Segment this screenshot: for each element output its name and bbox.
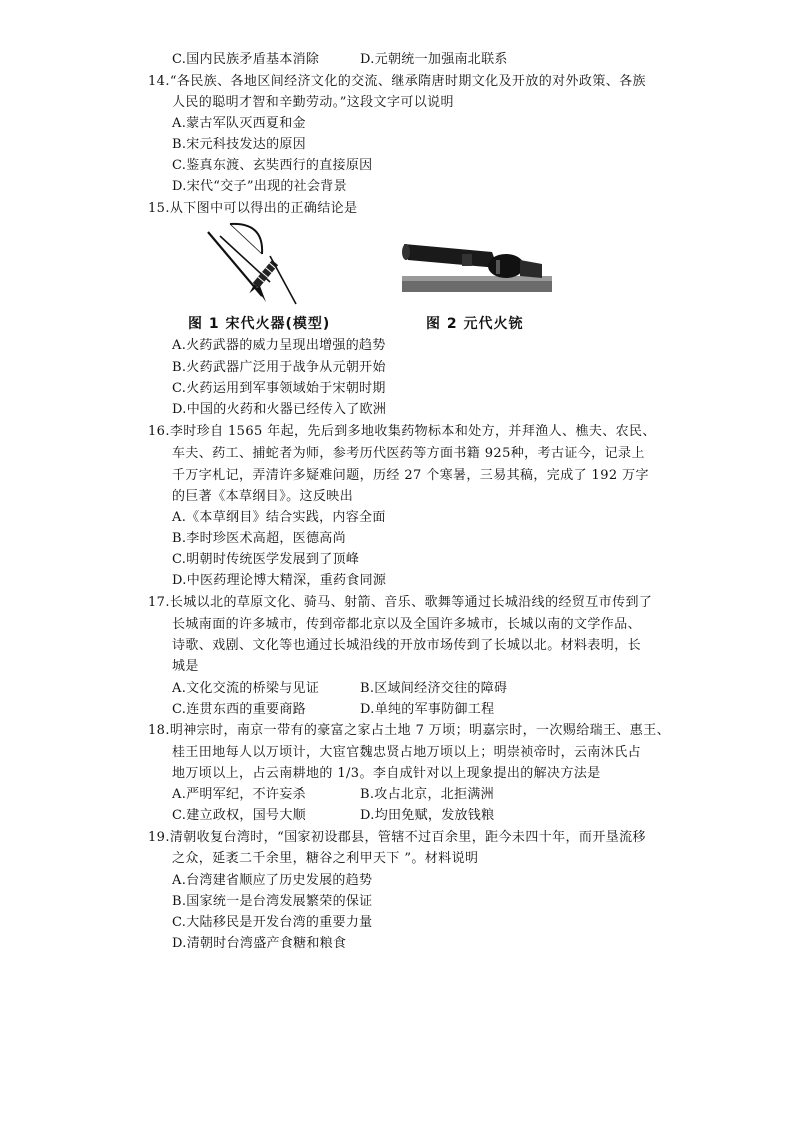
q19-stem-line-2: 之众，延袤二千余里，糖谷之利甲天下 ”。材料说明: [172, 851, 479, 866]
q16-stem-line-4: 的巨著《本草纲目》。这反映出: [172, 489, 354, 504]
yuan-hand-cannon-figure: [402, 238, 554, 300]
q16-option-d: D.中医药理论博大精深，重药食同源: [172, 573, 387, 588]
q14-option-a: A.蒙古军队灭西夏和金: [172, 116, 306, 131]
fig2-caption: 图 2 元代火铳: [426, 316, 524, 332]
q19-option-b: B.国家统一是台湾发展繁荣的保证: [172, 894, 373, 909]
q17-option-b: B.区域间经济交往的障碍: [360, 681, 508, 696]
q18-option-c: C.建立政权，国号大顺: [172, 808, 306, 823]
q16-stem-line-3: 千万字札记，弄清许多疑难问题，历经 27 个寒暑，三易其稿，完成了 192 万字: [172, 468, 649, 483]
q16-stem-line-1: 16.李时珍自 1565 年起，先后到多地收集药物标本和处方，并拜渔人、樵夫、农民、: [148, 424, 656, 439]
q17-option-d: D.单纯的军事防御工程: [360, 702, 495, 717]
q19-option-d: D.清朝时台湾盛产食糖和粮食: [172, 936, 347, 951]
q17-stem-line-2: 长城南面的许多城市，传到帝都北京以及全国许多城市，长城以南的文学作品、: [172, 617, 642, 632]
q16-stem-line-2: 车夫、药工、捕蛇者为师，参考历代医药等方面书籍 925种，考古证今，记录上: [172, 446, 645, 461]
q15-option-a: A.火药武器的威力呈现出增强的趋势: [172, 338, 386, 353]
prev-option-c: C.国内民族矛盾基本消除: [172, 52, 320, 67]
q15-option-b: B.火药武器广泛用于战争从元朝开始: [172, 360, 386, 375]
q16-option-b: B.李时珍医术高超，医德高尚: [172, 531, 346, 546]
q17-stem-line-1: 17.长城以北的草原文化、骑马、射箭、音乐、歌舞等通过长城沿线的经贸互市传到了: [148, 595, 653, 610]
q18-stem-line-2: 桂王田地每人以万顷计，大宦官魏忠贤占地万顷以上；明崇祯帝时，云南沐氏占: [172, 745, 642, 760]
q18-option-b: B.攻占北京，北拒满洲: [360, 787, 494, 802]
q18-stem-line-1: 18.明神宗时，南京一带有的豪富之家占土地 7 万顷；明嘉宗时，一次赐给瑞王、惠王、: [148, 723, 671, 738]
q17-option-a: A.文化交流的桥梁与见证: [172, 681, 320, 696]
q17-stem-line-3: 诗歌、戏剧、文化等也通过长城沿线的开放市场传到了长城以北。材料表明，长: [172, 638, 642, 653]
q15-stem: 15.从下图中可以得出的正确结论是: [148, 201, 358, 216]
q16-option-c: C.明朝时传统医学发展到了顶峰: [172, 552, 360, 567]
q17-option-c: C.连贯东西的重要商路: [172, 702, 306, 717]
q15-option-d: D.中国的火药和火器已经传入了欧洲: [172, 402, 387, 417]
q14-stem-line-1: 14.“各民族、各地区间经济文化的交流、继承隋唐时期文化及开放的对外政策、各族: [148, 74, 646, 89]
q16-option-a: A.《本草纲目》结合实践，内容全面: [172, 510, 386, 525]
q17-stem-line-4: 城是: [172, 659, 199, 674]
q19-stem-line-1: 19.清朝收复台湾时，“国家初设郡县，管辖不过百余里，距今未四十年，而开垦流移: [148, 830, 646, 845]
song-fire-weapon-figure: [200, 222, 310, 308]
q14-stem-line-2: 人民的聪明才智和辛勤劳动。”这段文字可以说明: [172, 95, 454, 110]
q19-option-c: C.大陆移民是开发台湾的重要力量: [172, 915, 373, 930]
prev-option-d: D.元朝统一加强南北联系: [360, 52, 508, 67]
q19-option-a: A.台湾建省顺应了历史发展的趋势: [172, 873, 373, 888]
fig1-caption: 图 1 宋代火器(模型): [188, 316, 331, 332]
q15-option-c: C.火药运用到军事领域始于宋朝时期: [172, 381, 386, 396]
q14-option-b: B.宋元科技发达的原因: [172, 137, 306, 152]
q18-option-a: A.严明军纪，不许妄杀: [172, 787, 306, 802]
q18-stem-line-3: 地万顷以上，占云南耕地的 1/3。李自成针对以上现象提出的解决方法是: [172, 766, 601, 781]
q14-option-c: C.鉴真东渡、玄奘西行的直接原因: [172, 158, 373, 173]
q14-option-d: D.宋代“交子”出现的社会背景: [172, 179, 347, 194]
q18-option-d: D.均田免赋，发放钱粮: [360, 808, 495, 823]
